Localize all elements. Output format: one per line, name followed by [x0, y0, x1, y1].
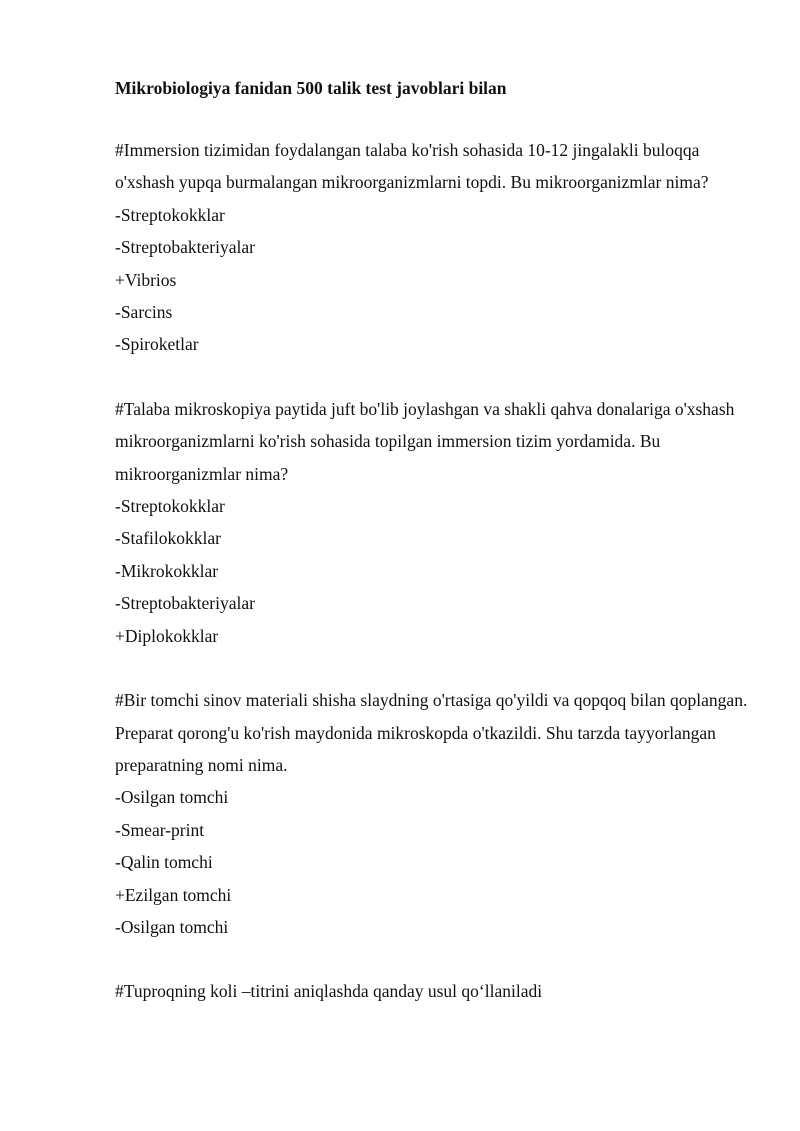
question-text: #Talaba mikroskopiya paytida juft bo'lib joylashgan va shakli qahva donalariga o'xshash mikroorganizmlarni ko'rish sohasida topilgan immersion tizim yordamida. Bu mikroorganizmlar nima?: [115, 398, 735, 484]
question-text: #Tuproqning koli –titrini aniqlashda qanday usul qo‘llaniladi: [115, 981, 543, 1002]
answer-option: -Sarcins: [115, 302, 173, 323]
question-4: [115, 975, 755, 1007]
answer-option: -Mikrokokklar: [115, 560, 219, 581]
answer-option: -Qalin tomchi: [115, 852, 213, 873]
answer-option: -Streptokokklar: [115, 496, 225, 517]
answer-option: -Streptobakteriyalar: [115, 237, 255, 258]
answer-option: -Stafilokokklar: [115, 528, 221, 549]
answer-options: [115, 781, 755, 943]
answer-options: [115, 490, 755, 652]
answer-option: -Osilgan tomchi: [115, 787, 229, 808]
document-page: [115, 76, 755, 1040]
question-text: #Bir tomchi sinov materiali shisha slaydning o'rtasiga qo'yildi va qopqoq bilan qoplangan. Preparat qorong'u ko'rish maydonida mikroskopda o'tkazildi. Shu tarzda tayyorlangan preparatning nomi nima.: [115, 690, 748, 775]
answer-option: -Osilgan tomchi: [115, 916, 229, 937]
answer-option-correct: +Diplokokklar: [115, 625, 219, 646]
answer-option-correct: +Ezilgan tomchi: [115, 884, 232, 905]
question-3: [115, 684, 755, 943]
question-1: [115, 134, 755, 361]
question-2: [115, 393, 755, 652]
answer-option: -Streptobakteriyalar: [115, 593, 255, 614]
document-title: Mikrobiologiya fanidan 500 talik test javoblari bilan: [115, 78, 507, 98]
question-text: #Immersion tizimidan foydalangan talaba ko'rish sohasida 10-12 jingalakli buloqqa o'xshash yupqa burmalangan mikroorganizmlarni topdi. Bu mikroorganizmlar nima?: [115, 140, 709, 193]
answer-option: -Streptokokklar: [115, 204, 225, 225]
answer-option: -Spiroketlar: [115, 334, 199, 355]
answer-option: -Smear-print: [115, 819, 205, 840]
answer-option-correct: +Vibrios: [115, 269, 177, 290]
answer-options: [115, 199, 755, 361]
